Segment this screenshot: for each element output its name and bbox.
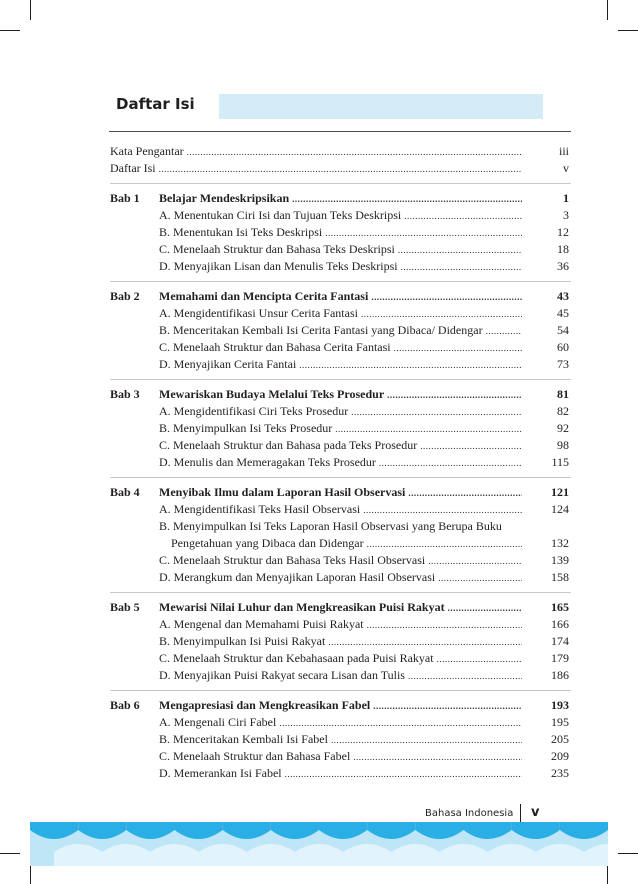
entry-title: B. Menceritakan Kembali Isi Cerita Fantasi yang Dibaca/ Didengar bbox=[159, 323, 483, 337]
toc-section-entry-label bbox=[159, 552, 425, 569]
entry-title: D. Memerankan Isi Fabel bbox=[159, 766, 282, 780]
dot-leader bbox=[159, 161, 522, 178]
toc-section-entry-label bbox=[159, 731, 328, 748]
dot-leader bbox=[328, 634, 522, 651]
toc-chapter-entry-label bbox=[110, 484, 405, 501]
page-number: 121 bbox=[551, 485, 569, 499]
dot-leader bbox=[187, 144, 522, 161]
dot-leader bbox=[331, 732, 522, 749]
toc-section-entry bbox=[110, 765, 571, 782]
page-number: 209 bbox=[551, 749, 569, 763]
dot-leader bbox=[420, 438, 522, 455]
page-number: 36 bbox=[557, 259, 569, 273]
page-number: 166 bbox=[551, 617, 569, 631]
dot-leader bbox=[373, 698, 522, 715]
page-number: 45 bbox=[557, 306, 569, 320]
toc-section-entry bbox=[110, 748, 571, 765]
page-number: 12 bbox=[557, 225, 569, 239]
dot-leader bbox=[428, 553, 522, 570]
entry-title-continued: Pengetahuan yang Dibaca dan Didengar bbox=[171, 536, 364, 550]
dot-leader bbox=[394, 340, 522, 357]
chapter-title: Menyibak Ilmu dalam Laporan Hasil Observasi bbox=[159, 485, 406, 499]
crop-mark bbox=[30, 864, 31, 884]
toc-chapter-entry bbox=[110, 288, 571, 305]
entry-title: A. Mengenali Ciri Fabel bbox=[159, 715, 277, 729]
toc-section-entry bbox=[110, 650, 571, 667]
page-number: 92 bbox=[557, 421, 569, 435]
page-number: 54 bbox=[557, 323, 569, 337]
section-divider bbox=[110, 183, 571, 184]
chapter-number: Bab 6 bbox=[110, 698, 140, 712]
toc-chapter-entry bbox=[110, 386, 571, 403]
toc-section-entry-label bbox=[159, 633, 325, 650]
entry-title: B. Menceritakan Kembali Isi Fabel bbox=[159, 732, 328, 746]
chapter-number: Bab 5 bbox=[110, 600, 140, 614]
toc-section-entry-label bbox=[159, 650, 434, 667]
toc-chapter-entry-label bbox=[110, 190, 289, 207]
chapter-title: Memahami dan Mencipta Cerita Fantasi bbox=[159, 289, 369, 303]
page-title: Daftar Isi bbox=[116, 95, 195, 113]
toc-section-entry bbox=[110, 339, 571, 356]
dot-leader bbox=[408, 668, 522, 685]
toc-section-entry-label bbox=[159, 207, 401, 224]
toc-section-entry bbox=[110, 437, 571, 454]
page-number: iii bbox=[558, 144, 569, 158]
dot-leader bbox=[363, 502, 522, 519]
section-divider bbox=[110, 690, 571, 691]
toc-chapter-entry bbox=[110, 599, 571, 616]
toc-section-entry bbox=[110, 403, 571, 420]
toc-section-entry-label bbox=[159, 748, 350, 765]
footer-book-title: Bahasa Indonesia bbox=[425, 808, 514, 819]
toc-front-entry-label bbox=[110, 143, 184, 160]
toc-section-entry bbox=[110, 714, 571, 731]
dot-leader bbox=[292, 191, 522, 208]
entry-title: C. Menelaah Struktur dan Bahasa Fabel bbox=[159, 749, 351, 763]
toc-section-entry-label bbox=[159, 616, 364, 633]
page-number: 195 bbox=[551, 715, 569, 729]
section-divider bbox=[110, 592, 571, 593]
toc-section-entry bbox=[110, 207, 571, 224]
section-divider bbox=[110, 379, 571, 380]
chapter-number: Bab 1 bbox=[110, 191, 140, 205]
chapter-title: Mengapresiasi dan Mengkreasikan Fabel bbox=[159, 698, 371, 712]
dot-leader bbox=[351, 404, 522, 421]
page-number: 205 bbox=[551, 732, 569, 746]
page-number: 43 bbox=[557, 289, 569, 303]
toc-section-entry bbox=[110, 667, 571, 684]
crop-mark bbox=[618, 853, 638, 854]
toc-section-entry bbox=[110, 420, 571, 437]
page-number: v bbox=[563, 161, 569, 175]
dot-leader bbox=[367, 536, 522, 553]
toc-section-entry bbox=[110, 305, 571, 322]
toc-section-entry-continued bbox=[110, 535, 571, 552]
dot-leader bbox=[398, 242, 522, 259]
entry-title: Daftar Isi bbox=[110, 161, 156, 175]
entry-title: B. Menyimpulkan Isi Teks Laporan Hasil Observasi yang Berupa Buku bbox=[159, 519, 502, 533]
dot-leader bbox=[486, 323, 522, 340]
entry-title: D. Menyajikan Cerita Fantai bbox=[159, 357, 297, 371]
page-number: 1 bbox=[563, 191, 569, 205]
toc-section-entry-label bbox=[159, 454, 376, 471]
page-number: 73 bbox=[557, 357, 569, 371]
toc-section-entry bbox=[110, 552, 571, 569]
toc-chapter-entry-label bbox=[110, 288, 368, 305]
toc-section-entry-label bbox=[159, 356, 296, 373]
dot-leader bbox=[401, 259, 522, 276]
footer-divider bbox=[520, 804, 521, 822]
chapter-title: Mewarisi Nilai Luhur dan Mengkreasikan Puisi Rakyat bbox=[159, 600, 445, 614]
toc-section-entry bbox=[110, 569, 571, 586]
toc-section-entry bbox=[110, 501, 571, 518]
dot-leader bbox=[353, 749, 522, 766]
page-number: 179 bbox=[551, 651, 569, 665]
dot-leader bbox=[371, 289, 522, 306]
dot-leader bbox=[437, 651, 522, 668]
table-of-contents bbox=[110, 143, 571, 782]
entry-title: C. Menelaah Struktur dan Bahasa Cerita Fantasi bbox=[159, 340, 391, 354]
dot-leader bbox=[325, 225, 522, 242]
toc-section-entry-label bbox=[159, 305, 358, 322]
toc-chapter-entry bbox=[110, 697, 571, 714]
toc-section-entry-label bbox=[159, 667, 405, 684]
dot-leader bbox=[361, 306, 522, 323]
page-number: 139 bbox=[551, 553, 569, 567]
entry-title: B. Menyimpulkan Isi Teks Prosedur bbox=[159, 421, 333, 435]
crop-mark bbox=[607, 864, 608, 884]
toc-section-entry-label bbox=[159, 403, 348, 420]
chapter-number: Bab 4 bbox=[110, 485, 140, 499]
toc-chapter-entry-label bbox=[110, 386, 384, 403]
entry-title: C. Menelaah Struktur dan Bahasa pada Teks Prosedur bbox=[159, 438, 418, 452]
dot-leader bbox=[335, 421, 522, 438]
toc-front-entry bbox=[110, 143, 571, 160]
entry-title: Kata Pengantar bbox=[110, 144, 184, 158]
toc-section-entry bbox=[110, 518, 571, 535]
entry-title: D. Menyajikan Puisi Rakyat secara Lisan dan Tulis bbox=[159, 668, 405, 682]
toc-section-entry-label bbox=[159, 765, 282, 782]
page-number: 124 bbox=[551, 502, 569, 516]
chapter-number: Bab 3 bbox=[110, 387, 140, 401]
toc-section-entry bbox=[110, 241, 571, 258]
entry-title: B. Menentukan Isi Teks Deskripsi bbox=[159, 225, 323, 239]
dot-leader bbox=[408, 485, 522, 502]
dot-leader bbox=[387, 387, 522, 404]
entry-title: A. Mengenal dan Memahami Puisi Rakyat bbox=[159, 617, 364, 631]
page-number: 60 bbox=[557, 340, 569, 354]
dot-leader bbox=[285, 766, 522, 783]
crop-mark bbox=[607, 0, 608, 20]
toc-section-entry bbox=[110, 633, 571, 650]
footer-page-number: v bbox=[531, 805, 540, 820]
chapter-title: Mewariskan Budaya Melalui Teks Prosedur bbox=[159, 387, 385, 401]
toc-section-entry bbox=[110, 224, 571, 241]
header-bar bbox=[219, 94, 543, 119]
toc-chapter-entry-label bbox=[110, 599, 445, 616]
header-divider bbox=[109, 131, 571, 132]
toc-section-entry-label bbox=[159, 714, 276, 731]
page-number: 165 bbox=[551, 600, 569, 614]
toc-chapter-entry bbox=[110, 190, 571, 207]
page-number: 158 bbox=[551, 570, 569, 584]
toc-section-entry-label bbox=[159, 437, 417, 454]
dot-leader bbox=[379, 455, 522, 472]
toc-section-entry-label bbox=[159, 339, 391, 356]
chapter-title: Belajar Mendeskripsikan bbox=[159, 191, 290, 205]
toc-front-entry-label bbox=[110, 160, 156, 177]
toc-section-entry bbox=[110, 322, 571, 339]
entry-title: D. Menyajikan Lisan dan Menulis Teks Deskripsi bbox=[159, 259, 398, 273]
toc-section-entry-label bbox=[159, 501, 360, 518]
crop-mark bbox=[30, 0, 31, 20]
page-number: 174 bbox=[551, 634, 569, 648]
entry-title: C. Menelaah Struktur dan Bahasa Teks Hasil Observasi bbox=[159, 553, 426, 567]
toc-chapter-entry bbox=[110, 484, 571, 501]
entry-title: C. Menelaah Struktur dan Bahasa Teks Deskripsi bbox=[159, 242, 395, 256]
page-number: 115 bbox=[551, 455, 569, 469]
toc-front-entry bbox=[110, 160, 571, 177]
toc-section-entry-label bbox=[159, 420, 332, 437]
entry-title: D. Menulis dan Memeragakan Teks Prosedur bbox=[159, 455, 376, 469]
crop-mark bbox=[618, 30, 638, 31]
entry-title: A. Menentukan Ciri Isi dan Tujuan Teks Deskripsi bbox=[159, 208, 402, 222]
toc-section-entry bbox=[110, 454, 571, 471]
entry-title: A. Mengidentifikasi Ciri Teks Prosedur bbox=[159, 404, 349, 418]
dot-leader bbox=[367, 617, 522, 634]
crop-mark bbox=[0, 30, 20, 31]
entry-title: D. Merangkum dan Menyajikan Laporan Hasil Observasi bbox=[159, 570, 436, 584]
section-divider bbox=[110, 477, 571, 478]
dot-leader bbox=[438, 570, 522, 587]
chapter-number: Bab 2 bbox=[110, 289, 140, 303]
entry-title: A. Mengidentifikasi Unsur Cerita Fantasi bbox=[159, 306, 358, 320]
toc-section-entry-continued-label bbox=[171, 535, 364, 552]
wave-decoration bbox=[30, 822, 608, 866]
page-number: 18 bbox=[557, 242, 569, 256]
dot-leader bbox=[299, 357, 522, 374]
page-number: 98 bbox=[557, 438, 569, 452]
toc-section-entry-label bbox=[159, 258, 398, 275]
toc-section-entry-label bbox=[159, 241, 395, 258]
entry-title: A. Mengidentifikasi Teks Hasil Observasi bbox=[159, 502, 361, 516]
dot-leader bbox=[448, 600, 522, 617]
page-number: 81 bbox=[557, 387, 569, 401]
toc-section-entry bbox=[110, 616, 571, 633]
dot-leader bbox=[404, 208, 522, 225]
page-number: 132 bbox=[551, 536, 569, 550]
crop-mark bbox=[0, 853, 20, 854]
toc-section-entry-label bbox=[159, 224, 322, 241]
entry-title: B. Menyimpulkan Isi Puisi Rakyat bbox=[159, 634, 326, 648]
toc-section-entry-label bbox=[159, 569, 435, 586]
toc-chapter-entry-label bbox=[110, 697, 370, 714]
page-number: 193 bbox=[551, 698, 569, 712]
dot-leader bbox=[279, 715, 522, 732]
page-number: 3 bbox=[563, 208, 569, 222]
page-number: 235 bbox=[551, 766, 569, 780]
toc-section-entry bbox=[110, 258, 571, 275]
section-divider bbox=[110, 281, 571, 282]
page-number: 82 bbox=[557, 404, 569, 418]
toc-section-entry bbox=[110, 356, 571, 373]
toc-section-entry bbox=[110, 731, 571, 748]
toc-section-entry-label bbox=[159, 322, 483, 339]
page-number: 186 bbox=[551, 668, 569, 682]
entry-title: C. Menelaah Struktur dan Kebahasaan pada Puisi Rakyat bbox=[159, 651, 434, 665]
